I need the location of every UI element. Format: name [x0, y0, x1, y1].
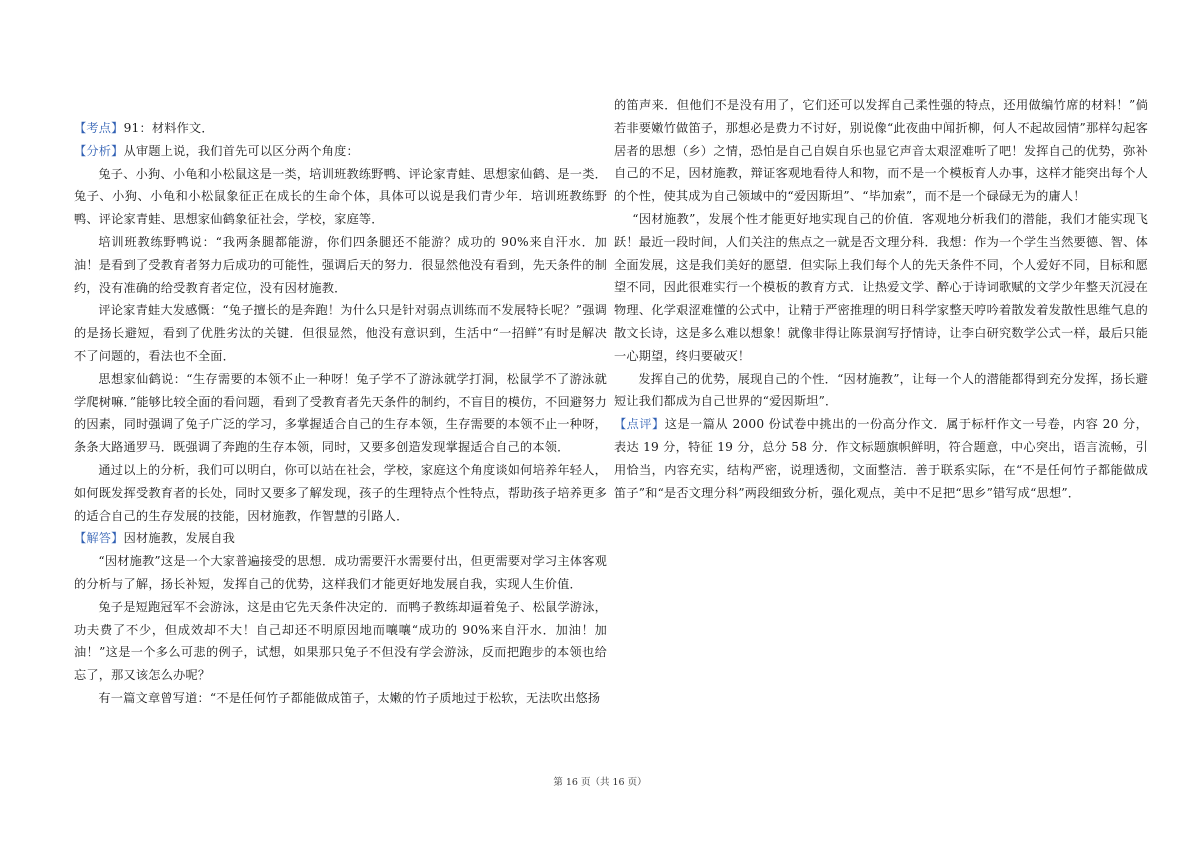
left-column [74, 117, 607, 710]
essay-paragraph-3-continued: 的笛声来．但他们不是没有用了，它们还可以发挥自己柔性强的特点，还用做编竹席的材料！”倘若非要嫩竹做笛子，那想必是费力不讨好，别说像“此夜曲中闻折柳，何人不起故园情”那样勾起客居者的思想（乡）之情，恐怕是自己自娱自乐也显它声音太艰涩难听了吧！发挥自己的优势，弥补自己的不足，因材施教，辩证客观地看待人和物，而不是一个模板育人办事，这样才能突出每个人的个性，使其成为自己领域中的“爱因斯坦”、“毕加索”，而不是一个碌碌无为的庸人！ [614, 98, 1148, 204]
analysis-paragraph-2: 培训班教练野鸭说：“我两条腿都能游，你们四条腿还不能游？成功的 90%来自汗水．加油！是看到了受教育者努力后成功的可能性，强调后天的努力．很显然他没有看到，先天条件的制约，没有准确的给受教育者定位，没有因材施教． [74, 234, 607, 295]
essay-paragraph-3: 有一篇文章曾写道：“不是任何竹子都能做成笛子，太嫩的竹子质地过于松软，无法吹出悠扬 [98, 690, 601, 705]
analysis-paragraph-3: 评论家青蛙大发感慨：“兔子擅长的是奔跑！为什么只是针对弱点训练而不发展特长呢？”强调的是扬长避短，看到了优胜劣汰的关键．但很显然，他没有意识到，生活中“一招鲜”有时是解决不了问题的，看法也不全面． [74, 303, 607, 363]
essay-paragraph-4: “因材施教”，发展个性才能更好地实现自己的价值．客观地分析我们的潜能，我们才能实现飞跃！最近一段时间，人们关注的焦点之一就是否文理分科．我想：作为一个学生当然要德、智、体全面发展，这是我们美好的愿望．但实际上我们每个人的先天条件不同，个人爱好不同，目标和愿望不同，因此很难实行一个模板的教育方式．让热爱文学、醉心于诗词歌赋的文学少年整天沉浸在物理、化学艰涩难懂的公式中，让精于严密推理的明日科学家整天哼吟着散发着发散性思维气息的散文长诗，这是多么难以想象！就像非得让陈景润写抒情诗，让李白研究数学公式一样，最后只能一心期望，终归要破灭！ [614, 211, 1148, 363]
jieda-text: 因材施教，发展自我 [123, 531, 236, 546]
analysis-paragraph-4: 思想家仙鹤说：“生存需要的本领不止一种呀！兔子学不了游泳就学打洞，松鼠学不了游泳就学爬树嘛．”能够比较全面的看问题，看到了受教育者先天条件的制约，不盲目的模仿，不回避努力的因素，同时强调了兔子广泛的学习，多掌握适合自己的生存本领，生存需要的本领不止一种呀，条条大路通罗马．既强调了奔跑的生存本领，同时，又要多创造发现掌握适合自己的本领． [74, 371, 607, 455]
page-footer: 第 16 页（共 16 页） [553, 777, 647, 788]
essay-paragraph-5: 发挥自己的优势，展现自己的个性．“因材施教”，让每一个人的潜能都得到充分发挥，扬长避短让我们都成为自己世界的“爱因斯坦”． [614, 371, 1148, 409]
dianping-text: 这是一篇从 2000 份试卷中挑出的一份高分作文．属于标杆作文一号卷，内容 20 分，表达 19 分，特征 19 分，总分 58 分．作文标题旗帜鲜明，符合题意，中心突出，语言流畅，引用恰当，内容充实，结构严密，说理透彻，文面整洁．善于联系实际，在“不是任何竹子都能做成笛子”和“是否文理分科”两段细致分析，强化观点，美中不足把“思乡”错写成“思想”． [614, 417, 1148, 500]
fenxi-tag: 【分析】 [74, 143, 124, 158]
dianping-tag: 【点评】 [614, 417, 665, 432]
kaodian-tag: 【考点】 [74, 121, 124, 135]
dianping-line [614, 413, 1148, 504]
fenxi-line [74, 140, 607, 163]
fenxi-text: 从审题上说，我们首先可以区分两个角度： [123, 143, 359, 158]
right-column [614, 94, 1148, 504]
analysis-paragraph-1: 兔子、小狗、小龟和小松鼠这是一类，培训班教练野鸭、评论家青蛙、思想家仙鹤、是一类．兔子、小狗、小龟和小松鼠象征正在成长的生命个体，具体可以说是我们青少年．培训班教练野鸭、评论家青蛙、思想家仙鹤象征社会，学校，家庭等． [74, 166, 607, 227]
analysis-paragraph-5: 通过以上的分析，我们可以明白，你可以站在社会，学校，家庭这个角度谈如何培养年轻人，如何既发挥受教育者的长处，同时又要多了解发现，孩子的生理特点个性特点，帮助孩子培养更多的适合自己的生存发展的技能，因材施教，作智慧的引路人． [74, 462, 607, 523]
jieda-tag: 【解答】 [74, 531, 124, 546]
jieda-line [74, 527, 607, 550]
essay-paragraph-1: “因材施教”这是一个大家普遍接受的思想．成功需要汗水需要付出，但更需要对学习主体客观的分析与了解，扬长补短，发挥自己的优势，这样我们才能更好地发展自我，实现人生价值． [74, 554, 607, 591]
essay-paragraph-2: 兔子是短跑冠军不会游泳，这是由它先天条件决定的．而鸭子教练却逼着兔子、松鼠学游泳，功夫费了不少，但成效却不大！自己却还不明原因地而嚷嚷“成功的 90%来自汗水．加油！加油！”这是一个多么可悲的例子，试想，如果那只兔子不但没有学会游泳，反而把跑步的本领也给忘了，那又该怎么办呢？ [74, 599, 607, 683]
kaodian-line [74, 117, 607, 140]
kaodian-text: 91：材料作文． [123, 121, 214, 135]
